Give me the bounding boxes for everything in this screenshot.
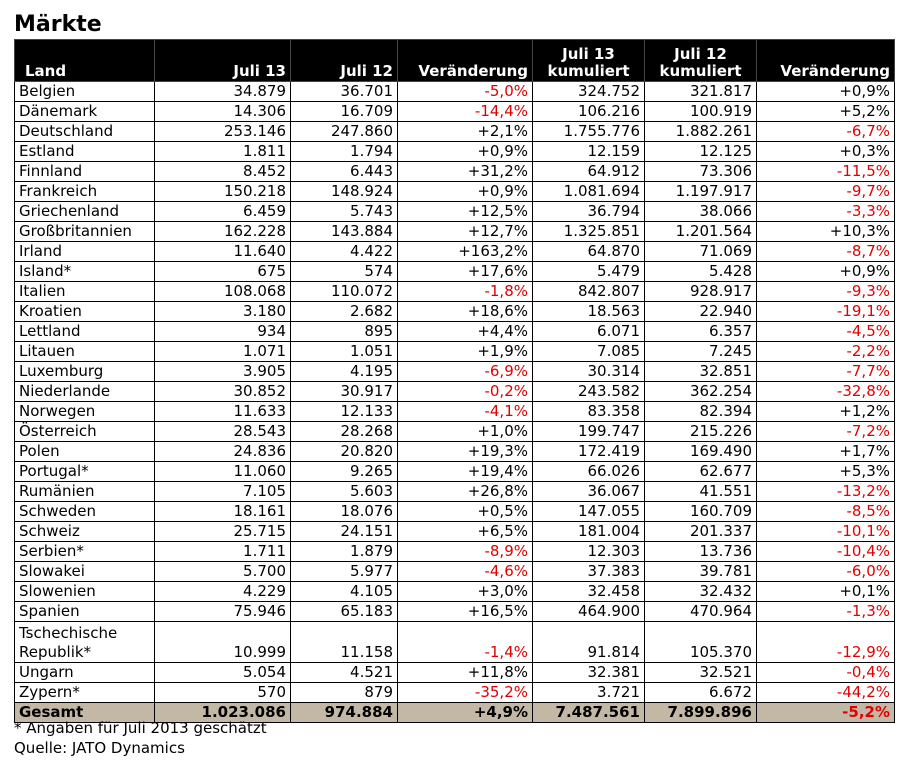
header-veraenderung-kumuliert: Veränderung (757, 40, 895, 82)
cell-juli-13-kumuliert: 32.381 (533, 663, 645, 683)
cell-veraenderung: +19,3% (398, 442, 533, 462)
cell-veraenderung-kumuliert: -32,8% (757, 382, 895, 402)
cell-juli-12-kumuliert: 41.551 (645, 482, 757, 502)
cell-juli-13: 7.105 (155, 482, 291, 502)
header-juli-13: Juli 13 (155, 40, 291, 82)
cell-land: Niederlande (15, 382, 155, 402)
cell-veraenderung: +31,2% (398, 162, 533, 182)
table-row (15, 402, 895, 422)
cell-veraenderung-kumuliert: -9,7% (757, 182, 895, 202)
cell-juli-12-kumuliert: 73.306 (645, 162, 757, 182)
markets-table (14, 39, 895, 723)
table-row (15, 322, 895, 342)
cell-juli-12: 36.701 (291, 82, 398, 102)
cell-juli-12: 879 (291, 683, 398, 703)
header-juli-13-kumuliert-line1: Juli 13 (562, 45, 615, 63)
cell-juli-12: 20.820 (291, 442, 398, 462)
cell-juli-13: 75.946 (155, 602, 291, 622)
cell-juli-13-kumuliert: 464.900 (533, 602, 645, 622)
cell-juli-13-kumuliert: 106.216 (533, 102, 645, 122)
cell-juli-13: 11.640 (155, 242, 291, 262)
cell-juli-13-kumuliert: 30.314 (533, 362, 645, 382)
cell-veraenderung: +12,7% (398, 222, 533, 242)
table-row (15, 602, 895, 622)
cell-juli-13-kumuliert: 172.419 (533, 442, 645, 462)
cell-veraenderung-kumuliert: -0,4% (757, 663, 895, 683)
cell-land: Irland (15, 242, 155, 262)
cell-juli-13: 1.071 (155, 342, 291, 362)
cell-juli-12-kumuliert: 6.672 (645, 683, 757, 703)
cell-veraenderung: +12,5% (398, 202, 533, 222)
cell-veraenderung: -1,4% (398, 622, 533, 663)
cell-juli-13: 24.836 (155, 442, 291, 462)
cell-juli-13-kumuliert: 1.755.776 (533, 122, 645, 142)
cell-juli-12-kumuliert: 169.490 (645, 442, 757, 462)
cell-veraenderung: +18,6% (398, 302, 533, 322)
cell-juli-12: 9.265 (291, 462, 398, 482)
cell-juli-12-kumuliert: 470.964 (645, 602, 757, 622)
cell-juli-13: 150.218 (155, 182, 291, 202)
cell-juli-13: 5.054 (155, 663, 291, 683)
cell-land: Slowenien (15, 582, 155, 602)
cell-veraenderung-kumuliert: +0,1% (757, 582, 895, 602)
cell-land: Polen (15, 442, 155, 462)
cell-juli-12: 2.682 (291, 302, 398, 322)
cell-land: Serbien* (15, 542, 155, 562)
cell-juli-12-kumuliert: 7.245 (645, 342, 757, 362)
cell-juli-13-kumuliert: 66.026 (533, 462, 645, 482)
cell-veraenderung: +3,0% (398, 582, 533, 602)
cell-juli-12-kumuliert: 1.882.261 (645, 122, 757, 142)
table-body (15, 82, 895, 723)
cell-land: Finnland (15, 162, 155, 182)
cell-juli-12-kumuliert: 5.428 (645, 262, 757, 282)
cell-veraenderung: +1,9% (398, 342, 533, 362)
header-juli-13-kumuliert-line2: kumuliert (547, 62, 630, 80)
table-row (15, 462, 895, 482)
cell-land: Griechenland (15, 202, 155, 222)
table-row (15, 502, 895, 522)
table-row (15, 582, 895, 602)
cell-veraenderung: +11,8% (398, 663, 533, 683)
table-row (15, 342, 895, 362)
table-row (15, 362, 895, 382)
cell-juli-13: 162.228 (155, 222, 291, 242)
cell-juli-12: 4.521 (291, 663, 398, 683)
cell-juli-13: 108.068 (155, 282, 291, 302)
cell-veraenderung-kumuliert: -10,1% (757, 522, 895, 542)
cell-juli-12: 4.195 (291, 362, 398, 382)
cell-juli-12: 5.977 (291, 562, 398, 582)
cell-juli-13-kumuliert: 83.358 (533, 402, 645, 422)
source-note: Quelle: JATO Dynamics (14, 739, 185, 757)
table-row (15, 382, 895, 402)
cell-veraenderung-kumuliert: -1,3% (757, 602, 895, 622)
cell-veraenderung: -8,9% (398, 542, 533, 562)
cell-veraenderung: +4,9% (398, 703, 533, 723)
header-juli-13-kumuliert (533, 40, 645, 82)
cell-land: Slowakei (15, 562, 155, 582)
cell-veraenderung: +0,9% (398, 142, 533, 162)
cell-juli-12-kumuliert: 321.817 (645, 82, 757, 102)
header-juli-12-kumuliert (645, 40, 757, 82)
cell-veraenderung: +1,0% (398, 422, 533, 442)
cell-juli-13: 1.811 (155, 142, 291, 162)
table-row (15, 202, 895, 222)
cell-juli-12: 5.603 (291, 482, 398, 502)
cell-juli-12: 30.917 (291, 382, 398, 402)
cell-veraenderung-kumuliert: -5,2% (757, 703, 895, 723)
cell-juli-12: 5.743 (291, 202, 398, 222)
cell-land: Schweden (15, 502, 155, 522)
cell-juli-12: 1.879 (291, 542, 398, 562)
cell-juli-12: 574 (291, 262, 398, 282)
cell-juli-12-kumuliert: 71.069 (645, 242, 757, 262)
header-land: Land (15, 40, 155, 82)
cell-juli-13: 5.700 (155, 562, 291, 582)
cell-juli-12: 110.072 (291, 282, 398, 302)
table-row (15, 683, 895, 703)
cell-juli-13: 10.999 (155, 622, 291, 663)
table-row (15, 82, 895, 102)
cell-juli-12-kumuliert: 215.226 (645, 422, 757, 442)
cell-juli-12: 247.860 (291, 122, 398, 142)
cell-juli-13: 30.852 (155, 382, 291, 402)
cell-juli-13-kumuliert: 12.303 (533, 542, 645, 562)
cell-veraenderung-kumuliert: -44,2% (757, 683, 895, 703)
cell-juli-13: 34.879 (155, 82, 291, 102)
cell-land: Lettland (15, 322, 155, 342)
cell-veraenderung-kumuliert: +5,3% (757, 462, 895, 482)
cell-veraenderung: -4,6% (398, 562, 533, 582)
cell-land: Luxemburg (15, 362, 155, 382)
cell-veraenderung: +0,9% (398, 182, 533, 202)
table-row (15, 482, 895, 502)
cell-veraenderung-kumuliert: -9,3% (757, 282, 895, 302)
cell-juli-12-kumuliert: 201.337 (645, 522, 757, 542)
cell-juli-12: 895 (291, 322, 398, 342)
cell-juli-13-kumuliert: 32.458 (533, 582, 645, 602)
cell-juli-12-kumuliert: 105.370 (645, 622, 757, 663)
cell-juli-13-kumuliert: 36.794 (533, 202, 645, 222)
cell-juli-13-kumuliert: 1.081.694 (533, 182, 645, 202)
cell-juli-12-kumuliert: 32.432 (645, 582, 757, 602)
cell-juli-12: 65.183 (291, 602, 398, 622)
cell-veraenderung-kumuliert: -12,9% (757, 622, 895, 663)
cell-juli-12: 28.268 (291, 422, 398, 442)
cell-juli-12-kumuliert: 38.066 (645, 202, 757, 222)
cell-juli-12: 1.794 (291, 142, 398, 162)
cell-veraenderung: -4,1% (398, 402, 533, 422)
cell-veraenderung: -35,2% (398, 683, 533, 703)
cell-juli-13: 934 (155, 322, 291, 342)
table-row (15, 122, 895, 142)
cell-juli-13-kumuliert: 181.004 (533, 522, 645, 542)
cell-land: Österreich (15, 422, 155, 442)
cell-juli-12-kumuliert: 82.394 (645, 402, 757, 422)
table-row (15, 542, 895, 562)
cell-juli-13: 28.543 (155, 422, 291, 442)
cell-veraenderung: -1,8% (398, 282, 533, 302)
cell-veraenderung-kumuliert: +0,9% (757, 82, 895, 102)
cell-juli-12: 6.443 (291, 162, 398, 182)
cell-juli-13: 253.146 (155, 122, 291, 142)
cell-veraenderung: -5,0% (398, 82, 533, 102)
cell-juli-13: 11.633 (155, 402, 291, 422)
cell-veraenderung: -14,4% (398, 102, 533, 122)
cell-juli-12: 1.051 (291, 342, 398, 362)
cell-land: Dänemark (15, 102, 155, 122)
table-row (15, 262, 895, 282)
cell-juli-12-kumuliert: 22.940 (645, 302, 757, 322)
table-row (15, 162, 895, 182)
cell-juli-12-kumuliert: 7.899.896 (645, 703, 757, 723)
cell-veraenderung-kumuliert: -8,7% (757, 242, 895, 262)
cell-juli-13: 3.180 (155, 302, 291, 322)
cell-veraenderung-kumuliert: +1,2% (757, 402, 895, 422)
cell-juli-12-kumuliert: 160.709 (645, 502, 757, 522)
cell-veraenderung-kumuliert: -6,0% (757, 562, 895, 582)
header-juli-12-kumuliert-line1: Juli 12 (674, 45, 727, 63)
cell-juli-12-kumuliert: 62.677 (645, 462, 757, 482)
cell-veraenderung-kumuliert: -7,2% (757, 422, 895, 442)
footnote: * Angaben für Juli 2013 geschätzt (14, 719, 267, 737)
cell-juli-13: 25.715 (155, 522, 291, 542)
cell-veraenderung-kumuliert: +10,3% (757, 222, 895, 242)
cell-juli-13-kumuliert: 842.807 (533, 282, 645, 302)
cell-juli-12-kumuliert: 32.851 (645, 362, 757, 382)
cell-veraenderung-kumuliert: -3,3% (757, 202, 895, 222)
cell-juli-13-kumuliert: 91.814 (533, 622, 645, 663)
table-row (15, 302, 895, 322)
header-juli-12-kumuliert-line2: kumuliert (659, 62, 742, 80)
cell-veraenderung: +16,5% (398, 602, 533, 622)
cell-veraenderung-kumuliert: -8,5% (757, 502, 895, 522)
table-header-row (15, 40, 895, 82)
table-row (15, 182, 895, 202)
cell-juli-13: 14.306 (155, 102, 291, 122)
cell-land: Island* (15, 262, 155, 282)
cell-veraenderung-kumuliert: -6,7% (757, 122, 895, 142)
cell-juli-13: 18.161 (155, 502, 291, 522)
table-row (15, 242, 895, 262)
cell-juli-13: 675 (155, 262, 291, 282)
cell-juli-12-kumuliert: 1.201.564 (645, 222, 757, 242)
cell-juli-12: 148.924 (291, 182, 398, 202)
cell-land: Zypern* (15, 683, 155, 703)
cell-juli-13-kumuliert: 37.383 (533, 562, 645, 582)
cell-juli-12: 974.884 (291, 703, 398, 723)
cell-land: Frankreich (15, 182, 155, 202)
header-juli-12: Juli 12 (291, 40, 398, 82)
cell-juli-13-kumuliert: 7.085 (533, 342, 645, 362)
cell-land: Estland (15, 142, 155, 162)
cell-land: Tschechische Republik* (15, 622, 155, 663)
cell-veraenderung: +2,1% (398, 122, 533, 142)
cell-juli-13-kumuliert: 36.067 (533, 482, 645, 502)
cell-veraenderung-kumuliert: +5,2% (757, 102, 895, 122)
table-row (15, 282, 895, 302)
cell-land: Belgien (15, 82, 155, 102)
table-row (15, 562, 895, 582)
cell-juli-12: 4.105 (291, 582, 398, 602)
cell-juli-12: 24.151 (291, 522, 398, 542)
cell-juli-13: 1.711 (155, 542, 291, 562)
table-row (15, 663, 895, 683)
cell-veraenderung-kumuliert: -4,5% (757, 322, 895, 342)
cell-juli-12-kumuliert: 32.521 (645, 663, 757, 683)
cell-juli-13: 570 (155, 683, 291, 703)
cell-juli-12: 143.884 (291, 222, 398, 242)
cell-juli-12: 12.133 (291, 402, 398, 422)
table-row (15, 622, 895, 663)
cell-juli-13-kumuliert: 243.582 (533, 382, 645, 402)
cell-juli-13: 11.060 (155, 462, 291, 482)
table-row (15, 442, 895, 462)
table-row (15, 142, 895, 162)
cell-juli-12: 16.709 (291, 102, 398, 122)
cell-juli-13-kumuliert: 64.870 (533, 242, 645, 262)
cell-veraenderung-kumuliert: -7,7% (757, 362, 895, 382)
cell-juli-12: 11.158 (291, 622, 398, 663)
cell-juli-12-kumuliert: 6.357 (645, 322, 757, 342)
cell-land: Schweiz (15, 522, 155, 542)
cell-veraenderung-kumuliert: -11,5% (757, 162, 895, 182)
cell-veraenderung: +26,8% (398, 482, 533, 502)
cell-veraenderung: +163,2% (398, 242, 533, 262)
cell-juli-13-kumuliert: 12.159 (533, 142, 645, 162)
cell-land: Gesamt (15, 703, 155, 723)
table-row (15, 522, 895, 542)
cell-veraenderung: +17,6% (398, 262, 533, 282)
cell-land: Ungarn (15, 663, 155, 683)
cell-land: Norwegen (15, 402, 155, 422)
cell-veraenderung: +4,4% (398, 322, 533, 342)
cell-juli-13-kumuliert: 3.721 (533, 683, 645, 703)
cell-juli-13: 8.452 (155, 162, 291, 182)
cell-juli-12: 18.076 (291, 502, 398, 522)
cell-juli-12: 4.422 (291, 242, 398, 262)
cell-veraenderung-kumuliert: -13,2% (757, 482, 895, 502)
cell-juli-12-kumuliert: 1.197.917 (645, 182, 757, 202)
cell-juli-12-kumuliert: 100.919 (645, 102, 757, 122)
cell-juli-12-kumuliert: 12.125 (645, 142, 757, 162)
cell-juli-12-kumuliert: 39.781 (645, 562, 757, 582)
cell-land: Deutschland (15, 122, 155, 142)
cell-veraenderung: +19,4% (398, 462, 533, 482)
cell-land: Italien (15, 282, 155, 302)
cell-land: Portugal* (15, 462, 155, 482)
cell-land: Spanien (15, 602, 155, 622)
cell-juli-12-kumuliert: 13.736 (645, 542, 757, 562)
cell-veraenderung-kumuliert: +1,7% (757, 442, 895, 462)
cell-veraenderung: -6,9% (398, 362, 533, 382)
cell-juli-13: 4.229 (155, 582, 291, 602)
header-veraenderung-monat: Veränderung (398, 40, 533, 82)
cell-veraenderung: +6,5% (398, 522, 533, 542)
cell-veraenderung-kumuliert: -2,2% (757, 342, 895, 362)
cell-juli-13-kumuliert: 147.055 (533, 502, 645, 522)
table-row (15, 422, 895, 442)
cell-juli-13-kumuliert: 7.487.561 (533, 703, 645, 723)
cell-juli-13-kumuliert: 1.325.851 (533, 222, 645, 242)
cell-veraenderung-kumuliert: +0,3% (757, 142, 895, 162)
cell-juli-13-kumuliert: 6.071 (533, 322, 645, 342)
cell-juli-13-kumuliert: 324.752 (533, 82, 645, 102)
cell-land: Kroatien (15, 302, 155, 322)
cell-land: Litauen (15, 342, 155, 362)
page-title: Märkte (14, 12, 102, 37)
cell-land: Großbritannien (15, 222, 155, 242)
cell-juli-12-kumuliert: 362.254 (645, 382, 757, 402)
cell-juli-13-kumuliert: 5.479 (533, 262, 645, 282)
table-row (15, 102, 895, 122)
cell-juli-13-kumuliert: 64.912 (533, 162, 645, 182)
cell-land: Rumänien (15, 482, 155, 502)
table-row (15, 222, 895, 242)
cell-veraenderung-kumuliert: -19,1% (757, 302, 895, 322)
cell-veraenderung: -0,2% (398, 382, 533, 402)
cell-juli-12-kumuliert: 928.917 (645, 282, 757, 302)
cell-juli-13: 3.905 (155, 362, 291, 382)
cell-juli-13: 1.023.086 (155, 703, 291, 723)
cell-juli-13-kumuliert: 18.563 (533, 302, 645, 322)
cell-juli-13-kumuliert: 199.747 (533, 422, 645, 442)
cell-veraenderung-kumuliert: +0,9% (757, 262, 895, 282)
cell-juli-13: 6.459 (155, 202, 291, 222)
cell-veraenderung: +0,5% (398, 502, 533, 522)
cell-veraenderung-kumuliert: -10,4% (757, 542, 895, 562)
